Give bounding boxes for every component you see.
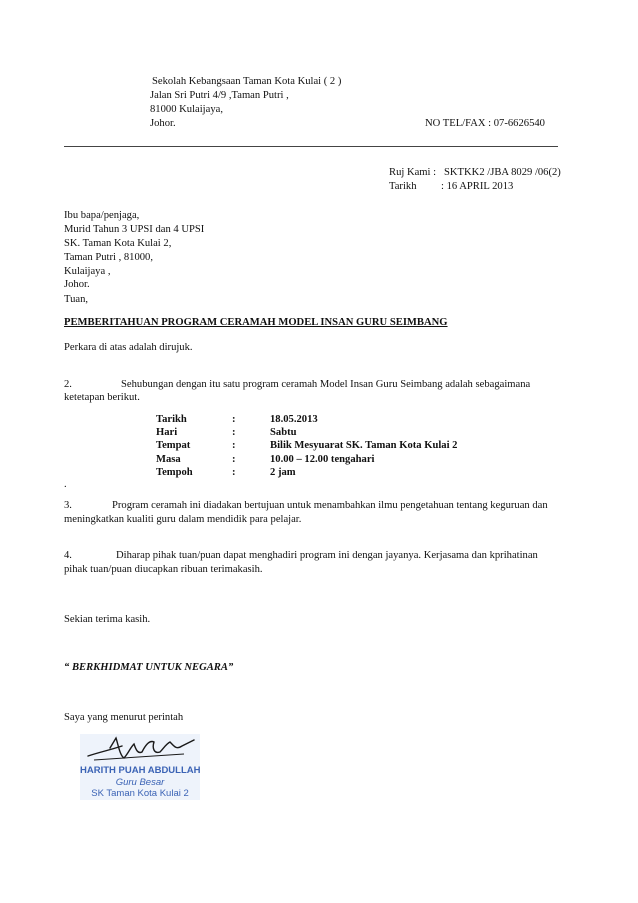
ruj-value: SKTKK2 /JBA 8029 /06(2) — [444, 167, 561, 178]
salutation: Tuan, — [64, 294, 89, 305]
tarikh-value: : 16 APRIL 2013 — [441, 181, 514, 192]
event-label: Masa — [156, 453, 181, 465]
event-value: Sabtu — [270, 427, 297, 439]
recipient-line: Kulaijaya , — [64, 266, 111, 277]
signature-stamp — [80, 734, 200, 800]
para4-text: Diharap pihak tuan/puan dapat menghadiri program ini dengan jayanya. Kerjasama dan kprihatinan — [116, 550, 538, 561]
recipient-line: SK. Taman Kota Kulai 2, — [64, 238, 172, 249]
stamp-school: SK Taman Kota Kulai 2 — [91, 788, 189, 799]
event-sep: : — [232, 414, 236, 425]
event-row — [156, 439, 457, 452]
event-sep: : — [232, 466, 236, 478]
event-row — [156, 466, 457, 479]
event-row — [156, 453, 457, 466]
recipient-line: Murid Tahun 3 UPSI dan 4 UPSI — [64, 224, 205, 235]
tarikh-label: Tarikh — [389, 181, 417, 192]
event-value: 18.05.2013 — [270, 414, 318, 425]
para3-cont: meningkatkan kualiti guru dalam mendidik para pelajar. — [64, 514, 302, 525]
stamp-title: Guru Besar — [115, 777, 165, 788]
sign-off: Saya yang menurut perintah — [64, 712, 184, 723]
event-sep: : — [232, 427, 236, 439]
event-value: Bilik Mesyuarat SK. Taman Kota Kulai 2 — [270, 440, 458, 452]
event-details-table — [156, 413, 457, 479]
tel-fax: NO TEL/FAX : 07-6626540 — [425, 118, 545, 129]
ruj-label: Ruj Kami : — [389, 167, 437, 178]
event-row — [156, 413, 457, 426]
school-name: Sekolah Kebangsaan Taman Kota Kulai ( 2 ) — [152, 76, 342, 87]
address-line-3: Johor. — [150, 118, 176, 129]
intro-line: Perkara di atas adalah dirujuk. — [64, 342, 193, 353]
para2-cont: ketetapan berikut. — [64, 392, 140, 403]
para2-text: Sehubungan dengan itu satu program ceramah Model Insan Guru Seimbang adalah sebagaimana — [121, 379, 531, 390]
event-value: 2 jam — [270, 466, 296, 478]
para3-number: 3. — [64, 500, 72, 511]
para4-cont: pihak tuan/puan diucapkan ribuan terimakasih. — [64, 564, 263, 575]
motto: “ BERKHIDMAT UNTUK NEGARA” — [64, 662, 234, 673]
para3-text: Program ceramah ini diadakan bertujuan untuk menambahkan ilmu pengetahuan tentang keguruan dan — [112, 500, 548, 511]
event-label: Tempat — [156, 440, 191, 452]
address-line-2: 81000 Kulaijaya, — [150, 104, 223, 115]
event-label: Tempoh — [156, 466, 193, 478]
header-divider — [64, 146, 558, 147]
event-row — [156, 426, 457, 439]
para4-number: 4. — [64, 550, 72, 561]
event-sep: : — [232, 440, 236, 452]
subject-heading: PEMBERITAHUAN PROGRAM CERAMAH MODEL INSAN GURU SEIMBANG — [64, 317, 448, 328]
event-value: 10.00 – 12.00 tengahari — [270, 453, 375, 465]
para2-number: 2. — [64, 379, 72, 390]
stray-period: . — [64, 479, 67, 490]
event-label: Tarikh — [156, 414, 187, 425]
handwritten-signature — [80, 734, 200, 768]
address-line-1: Jalan Sri Putri 4/9 ,Taman Putri , — [150, 90, 289, 101]
event-sep: : — [232, 453, 236, 465]
recipient-line: Ibu bapa/penjaga, — [64, 210, 140, 221]
recipient-line: Taman Putri , 81000, — [64, 252, 154, 263]
stamp-name: HARITH PUAH ABDULLAH — [80, 765, 201, 776]
recipient-line: Johor. — [64, 279, 90, 290]
closing-line: Sekian terima kasih. — [64, 614, 151, 625]
event-label: Hari — [156, 427, 178, 439]
